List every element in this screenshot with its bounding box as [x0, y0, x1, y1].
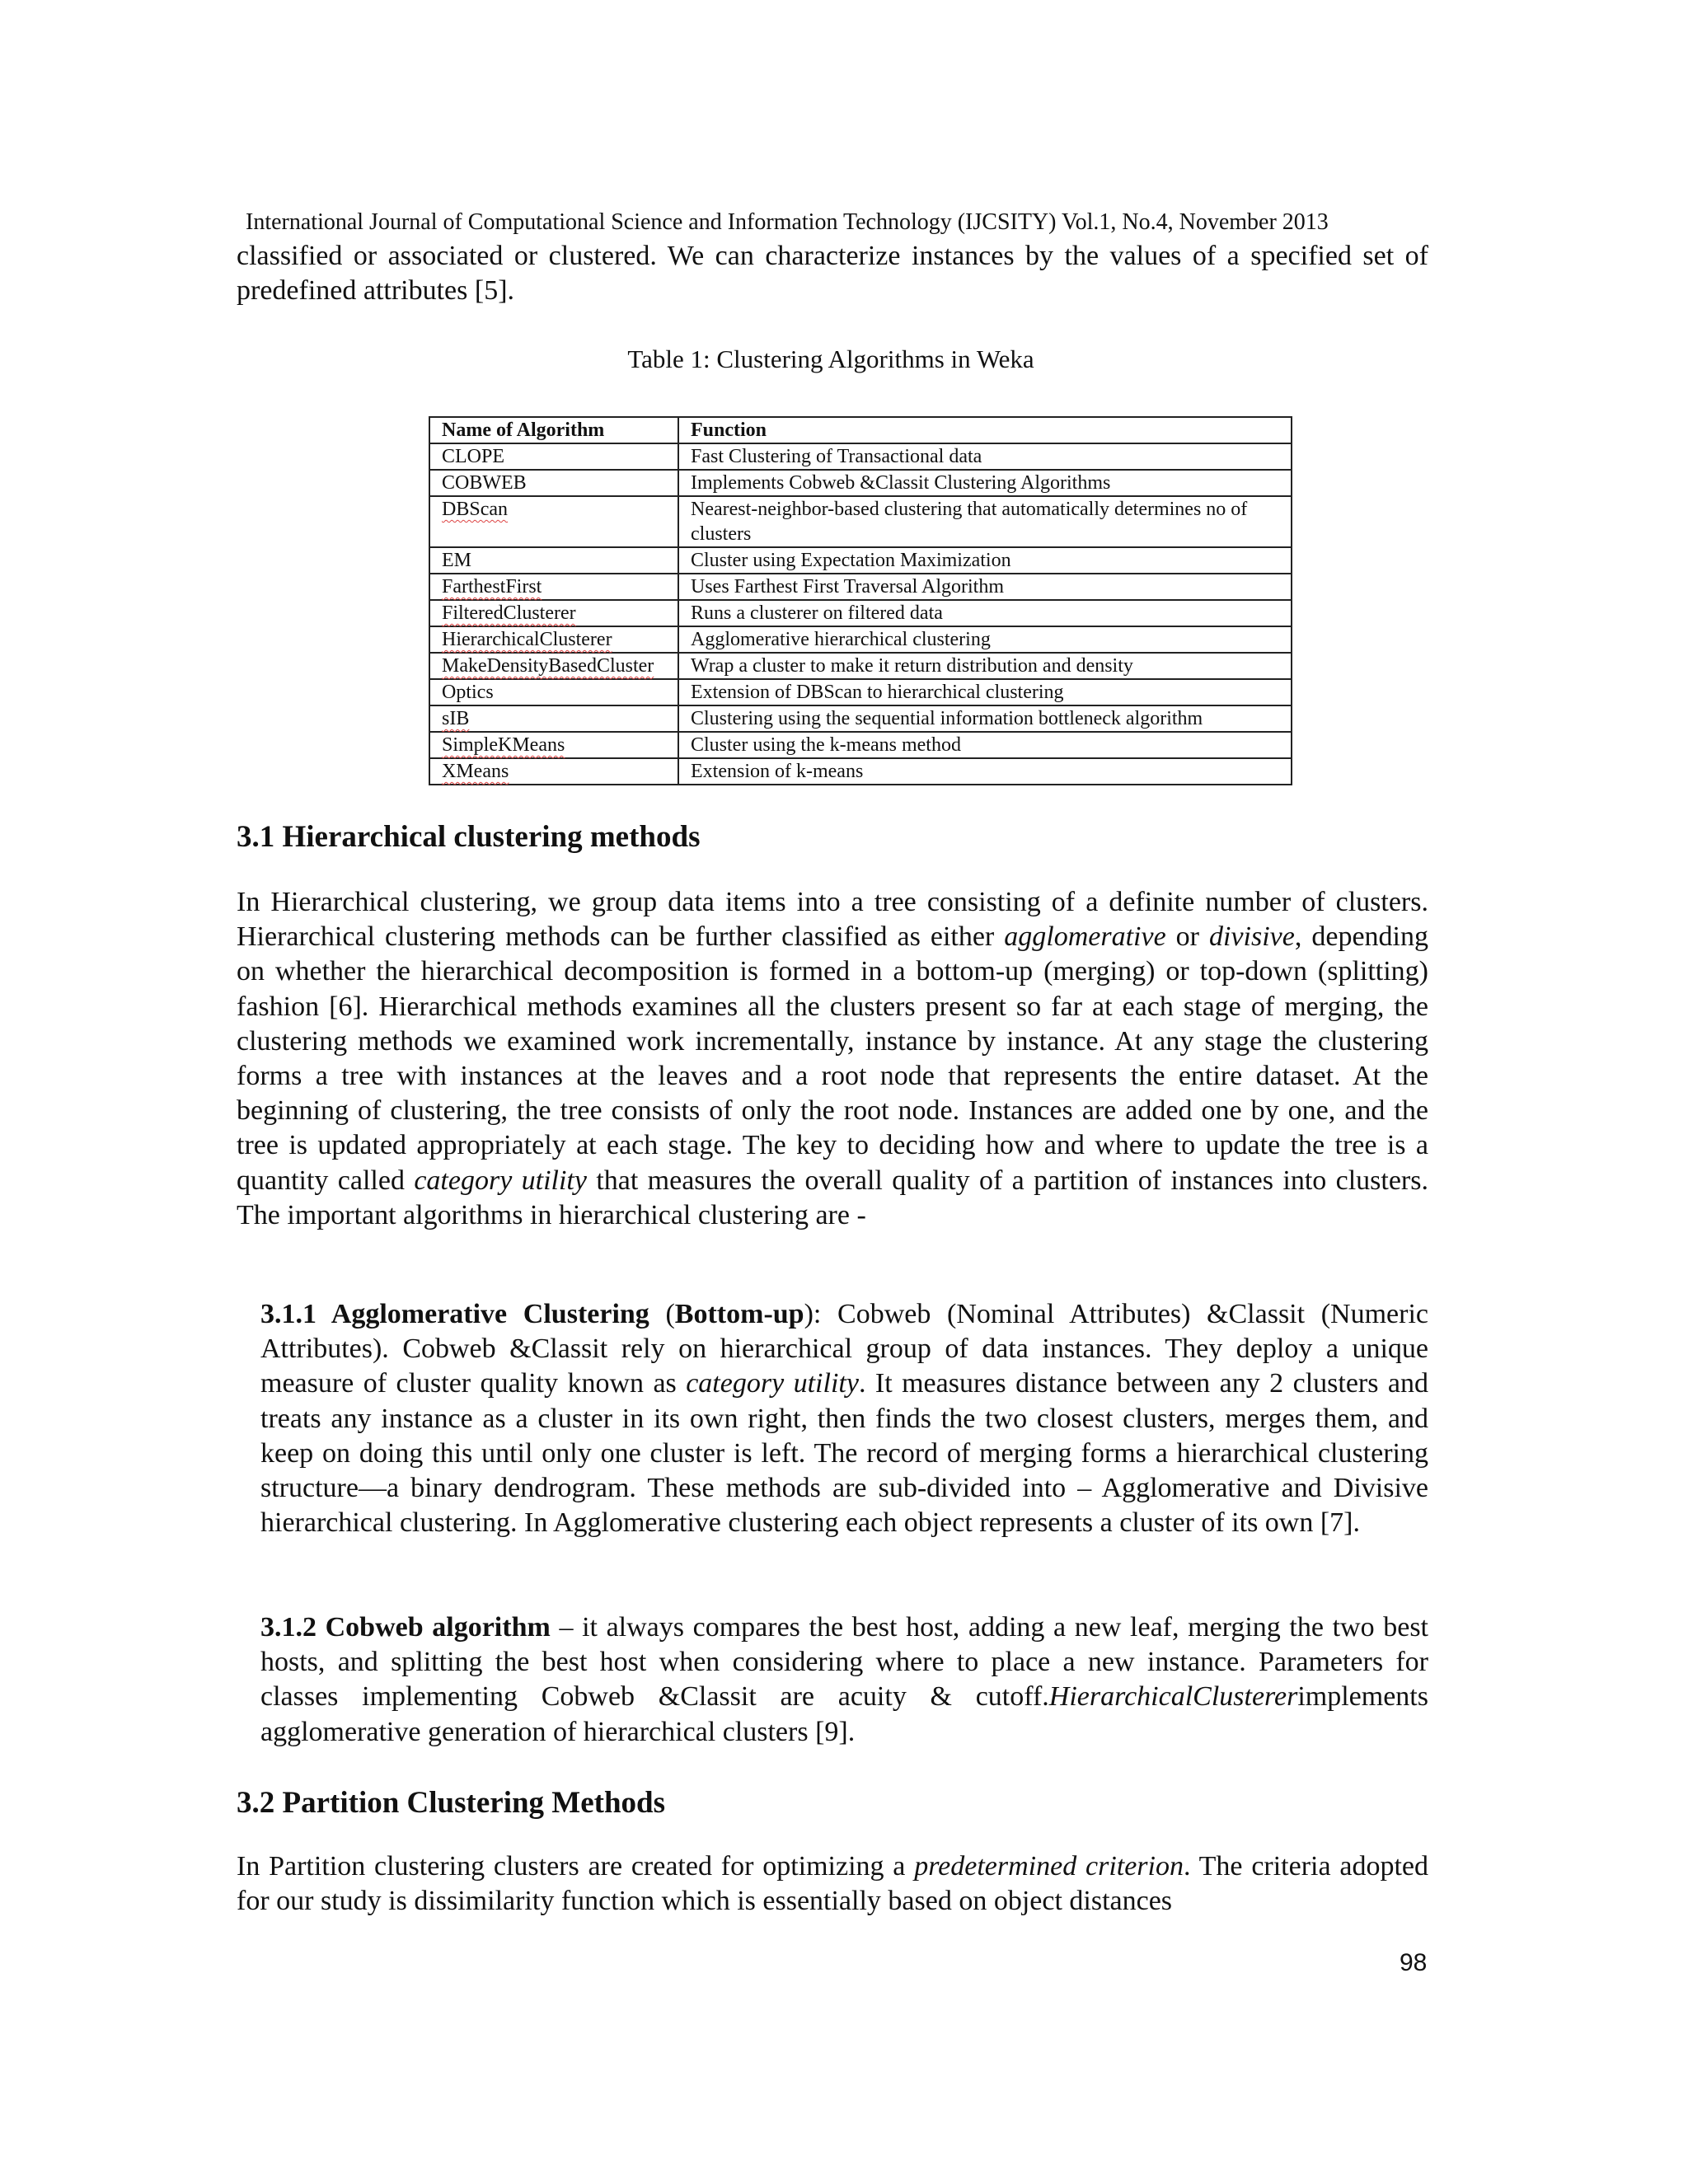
- text-run: – it always compares the best host, adding a new leaf, merging the two best hosts, and splitting the best host when considering where to place a new instance. Parameters for classes implementing Cobweb &Classit are acuity & cutoff.: [260, 1612, 1428, 1713]
- algorithm-name-text: FarthestFirst: [442, 576, 542, 598]
- section-heading-3-2: 3.2 Partition Clustering Methods: [237, 1786, 666, 1820]
- algorithm-name: [429, 758, 678, 785]
- algorithm-function: Wrap a cluster to make it return distribution and density: [678, 653, 1292, 679]
- bold-bottom-up: Bottom-up: [674, 1299, 804, 1329]
- text-run: . It measures distance between any 2 clusters and treats any instance as a cluster in its own right, then finds the two closest clusters, merges them, and keep on doing this until only one cluster is left. The record of merging forms a hierarchical clustering structure—a binary dendrogram. These methods are sub-divided into – Agglomerative and Divisive hierarchical clustering. In Agglomerative clustering each object represents a cluster of its own [7].: [260, 1368, 1429, 1539]
- algorithm-name-text: MakeDensityBasedCluster: [442, 655, 654, 677]
- table-row: [429, 626, 1292, 653]
- text-run: In Hierarchical clustering, we group data items into a tree consisting of a definite number of clusters. Hierarchical clustering methods can be further classified as either: [237, 887, 1428, 953]
- algorithm-name-text: HierarchicalClusterer: [442, 629, 612, 650]
- intro-paragraph: classified or associated or clustered. We can characterize instances by the values of a specified set of predefined attributes [5].: [237, 241, 1428, 307]
- algorithm-name: [429, 705, 678, 732]
- section-3-1-1-paragraph: [260, 1297, 1428, 1540]
- text-run: that measures the overall quality of a partition of instances into clusters. The important algorithms in hierarchical clustering are -: [237, 1165, 1428, 1230]
- algorithm-name: [429, 626, 678, 653]
- table-caption: Table 1: Clustering Algorithms in Weka: [627, 344, 1034, 373]
- text-run: ): Cobweb (Nominal Attributes) &Classit (Numeric Attributes). Cobweb &Classit rely on hierarchical group of data instances. They deploy a unique measure of cluster quality known as: [260, 1299, 1428, 1399]
- algorithm-name: CLOPE: [429, 443, 678, 470]
- emphasis-category-utility: category utility: [414, 1165, 587, 1196]
- algorithm-function: Fast Clustering of Transactional data: [678, 443, 1292, 470]
- table-row: [429, 653, 1292, 679]
- emphasis-hierarchical-clusterer: HierarchicalClusterer: [1048, 1681, 1298, 1713]
- algorithm-function: Runs a clusterer on filtered data: [678, 600, 1292, 626]
- emphasis-category-utility: category utility: [686, 1368, 859, 1399]
- emphasis-agglomerative: agglomerative: [1004, 921, 1166, 953]
- algorithm-name: COBWEB: [429, 470, 678, 496]
- table-row: [429, 443, 1292, 470]
- table-header-row: [429, 417, 1292, 443]
- table-row: [429, 574, 1292, 600]
- table-row: [429, 679, 1292, 705]
- table-row: [429, 496, 1292, 547]
- text-run: . The criteria adopted for our study is dissimilarity function which is essentially based on object distances: [237, 1851, 1428, 1917]
- text-run: , depending on whether the hierarchical decomposition is formed in a bottom-up (merging) or top-down (splitting) fashion [6]. Hierarchical methods examines all the clusters present so far at each stage of merging, the clustering methods we examined work incrementally, instance by instance. At any stage the clustering forms a tree with instances at the leaves and a root node that represents the entire dataset. At the beginning of clustering, the tree consists of only the root node. Instances are added one by one, and the tree is updated appropriately at each stage. The key to deciding how and where to update the tree is a quantity called: [237, 921, 1428, 1196]
- algorithm-name: [429, 653, 678, 679]
- algorithm-function: Extension of k-means: [678, 758, 1292, 785]
- clustering-algorithms-table: [429, 416, 1292, 785]
- algorithm-name-text: FilteredClusterer: [442, 602, 576, 624]
- algorithm-function: Cluster using Expectation Maximization: [678, 547, 1292, 574]
- algorithm-name: [429, 574, 678, 600]
- section-3-2-paragraph: [237, 1849, 1428, 1919]
- page-number: 98: [1400, 1949, 1428, 1976]
- algorithm-name-text: SimpleKMeans: [442, 734, 565, 756]
- algorithm-name: [429, 600, 678, 626]
- table-row: [429, 600, 1292, 626]
- table-row: [429, 758, 1292, 785]
- algorithm-function: Nearest-neighbor-based clustering that automatically determines no of clusters: [678, 496, 1292, 547]
- table-row: [429, 547, 1292, 574]
- table-row: [429, 470, 1292, 496]
- algorithm-function: Agglomerative hierarchical clustering: [678, 626, 1292, 653]
- section-heading-3-1: 3.1 Hierarchical clustering methods: [237, 820, 701, 854]
- algorithm-name: [429, 496, 678, 547]
- emphasis-divisive: divisive: [1209, 921, 1295, 953]
- emphasis-predetermined-criterion: predetermined criterion: [914, 1851, 1184, 1882]
- running-header: International Journal of Computational Science and Information Technology (IJCSITY) Vol.1, No.4, November 2013: [246, 209, 1329, 235]
- algorithm-name-text: XMeans: [442, 761, 509, 782]
- text-run: In Partition clustering clusters are created for optimizing a: [237, 1851, 915, 1882]
- text-run: or: [1165, 921, 1210, 953]
- algorithm-name: EM: [429, 547, 678, 574]
- text-run: implements agglomerative generation of hierarchical clusters [9].: [260, 1681, 1428, 1747]
- algorithm-function: Uses Farthest First Traversal Algorithm: [678, 574, 1292, 600]
- section-3-1-2-paragraph: [260, 1610, 1428, 1750]
- table-row: [429, 705, 1292, 732]
- column-header-function: Function: [678, 417, 1292, 443]
- algorithm-function: Clustering using the sequential information bottleneck algorithm: [678, 705, 1292, 732]
- subsection-title-3-1-2: 3.1.2 Cobweb algorithm: [260, 1612, 551, 1643]
- algorithm-name-text: DBScan: [442, 499, 508, 520]
- algorithm-function: Implements Cobweb &Classit Clustering Algorithms: [678, 470, 1292, 496]
- algorithm-name: [429, 732, 678, 758]
- algorithm-name: Optics: [429, 679, 678, 705]
- subsection-title-3-1-1: 3.1.1 Agglomerative Clustering: [260, 1299, 649, 1329]
- table-row: [429, 732, 1292, 758]
- section-3-1-paragraph: [237, 885, 1428, 1233]
- text-run: (: [649, 1299, 675, 1329]
- algorithm-function: Cluster using the k-means method: [678, 732, 1292, 758]
- algorithm-name-text: sIB: [442, 708, 470, 729]
- algorithm-function: Extension of DBScan to hierarchical clustering: [678, 679, 1292, 705]
- column-header-name: Name of Algorithm: [429, 417, 678, 443]
